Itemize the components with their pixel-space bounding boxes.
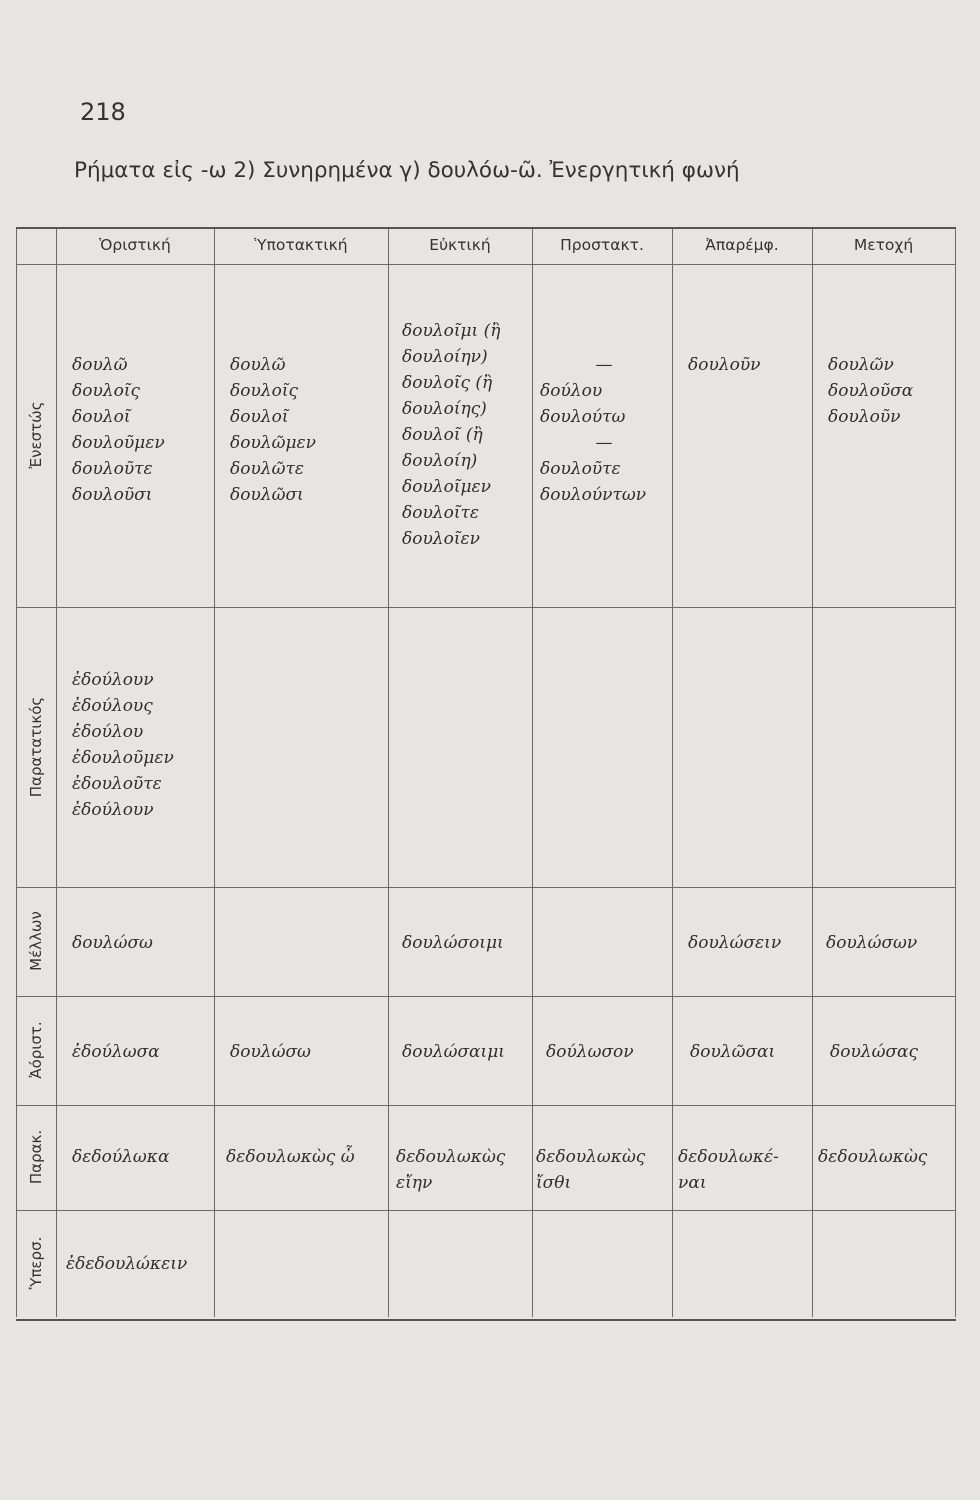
cell-aorist-oristiki: ἐδούλωσα — [72, 1042, 160, 1062]
cell-mellon-metochi: δουλώσων — [826, 933, 918, 953]
row-divider — [16, 1210, 956, 1211]
cell-enestos-prostakt: — δούλου δουλούτω — δουλοῦτε δουλούντων — [540, 355, 647, 505]
cell-enestos-ypotaktiki: δουλῶ δουλοῖς δουλοῖ δουλῶμεν δουλῶτε δουλῶσι — [230, 355, 316, 505]
cell-parak-ypotaktiki: δεδουλωκὼς ὦ — [226, 1147, 355, 1167]
header-prostakt: Προστακτ. — [560, 236, 644, 254]
cell-parak-efktiki: δεδουλωκὼς εἴην — [396, 1147, 506, 1193]
cell-aorist-efktiki: δουλώσαιμι — [402, 1042, 505, 1062]
page-number: 218 — [80, 98, 126, 126]
row-divider — [16, 887, 956, 888]
cell-mellon-oristiki: δουλώσω — [72, 933, 153, 953]
column-divider — [672, 229, 673, 1317]
header-oristiki: Ὁριστική — [99, 236, 171, 254]
column-divider — [955, 229, 956, 1317]
cell-paratatikos-oristiki: ἐδούλουν ἐδούλους ἐδούλου ἐδουλοῦμεν ἐδουλοῦτε ἐδούλουν — [72, 670, 174, 820]
header-efktiki: Εὐκτική — [429, 236, 491, 254]
cell-ypers-oristiki: ἐδεδουλώκειν — [66, 1254, 188, 1274]
cell-aorist-prostakt: δούλωσον — [546, 1042, 634, 1062]
cell-mellon-efktiki: δουλώσοιμι — [402, 933, 504, 953]
header-aparemf: Ἀπαρέμφ. — [705, 236, 779, 254]
page-title: Ρήματα εἰς -ω 2) Συνηρημένα γ) δουλόω-ῶ. Ἐνεργητική φωνή — [74, 158, 740, 183]
cell-mellon-aparemf: δουλώσειν — [688, 933, 782, 953]
cell-enestos-metochi: δουλῶν δουλοῦσα δουλοῦν — [828, 355, 914, 427]
column-divider — [214, 229, 215, 1317]
header-metochi: Μετοχή — [853, 236, 914, 254]
cell-aorist-ypotaktiki: δουλώσω — [230, 1042, 311, 1062]
cell-parak-aparemf: δεδουλωκέ- ναι — [678, 1147, 779, 1193]
cell-enestos-efktiki: δουλοῖμι (ἢ δουλοίην) δουλοῖς (ἢ δουλοίης) δουλοῖ (ἢ δουλοίη) δουλοῖμεν δουλοῖτε δουλοῖεν — [402, 321, 501, 549]
column-divider — [532, 229, 533, 1317]
cell-enestos-oristiki: δουλῶ δουλοῖς δουλοῖ δουλοῦμεν δουλοῦτε δουλοῦσι — [72, 355, 165, 505]
row-divider — [16, 1105, 956, 1106]
cell-parak-metochi: δεδουλωκὼς — [818, 1147, 928, 1167]
row-divider — [16, 607, 956, 608]
row-divider — [16, 264, 956, 265]
column-divider — [56, 229, 57, 1317]
row-divider — [16, 996, 956, 997]
column-divider — [812, 229, 813, 1317]
column-divider — [16, 229, 17, 1317]
cell-aorist-metochi: δουλώσας — [830, 1042, 919, 1062]
cell-aorist-aparemf: δουλῶσαι — [690, 1042, 776, 1062]
cell-parak-oristiki: δεδούλωκα — [72, 1147, 170, 1167]
cell-parak-prostakt: δεδουλωκὼς ἴσθι — [536, 1147, 646, 1193]
header-ypotaktiki: Ὑποτακτική — [254, 236, 348, 254]
column-divider — [388, 229, 389, 1317]
cell-enestos-aparemf: δουλοῦν — [688, 355, 761, 375]
